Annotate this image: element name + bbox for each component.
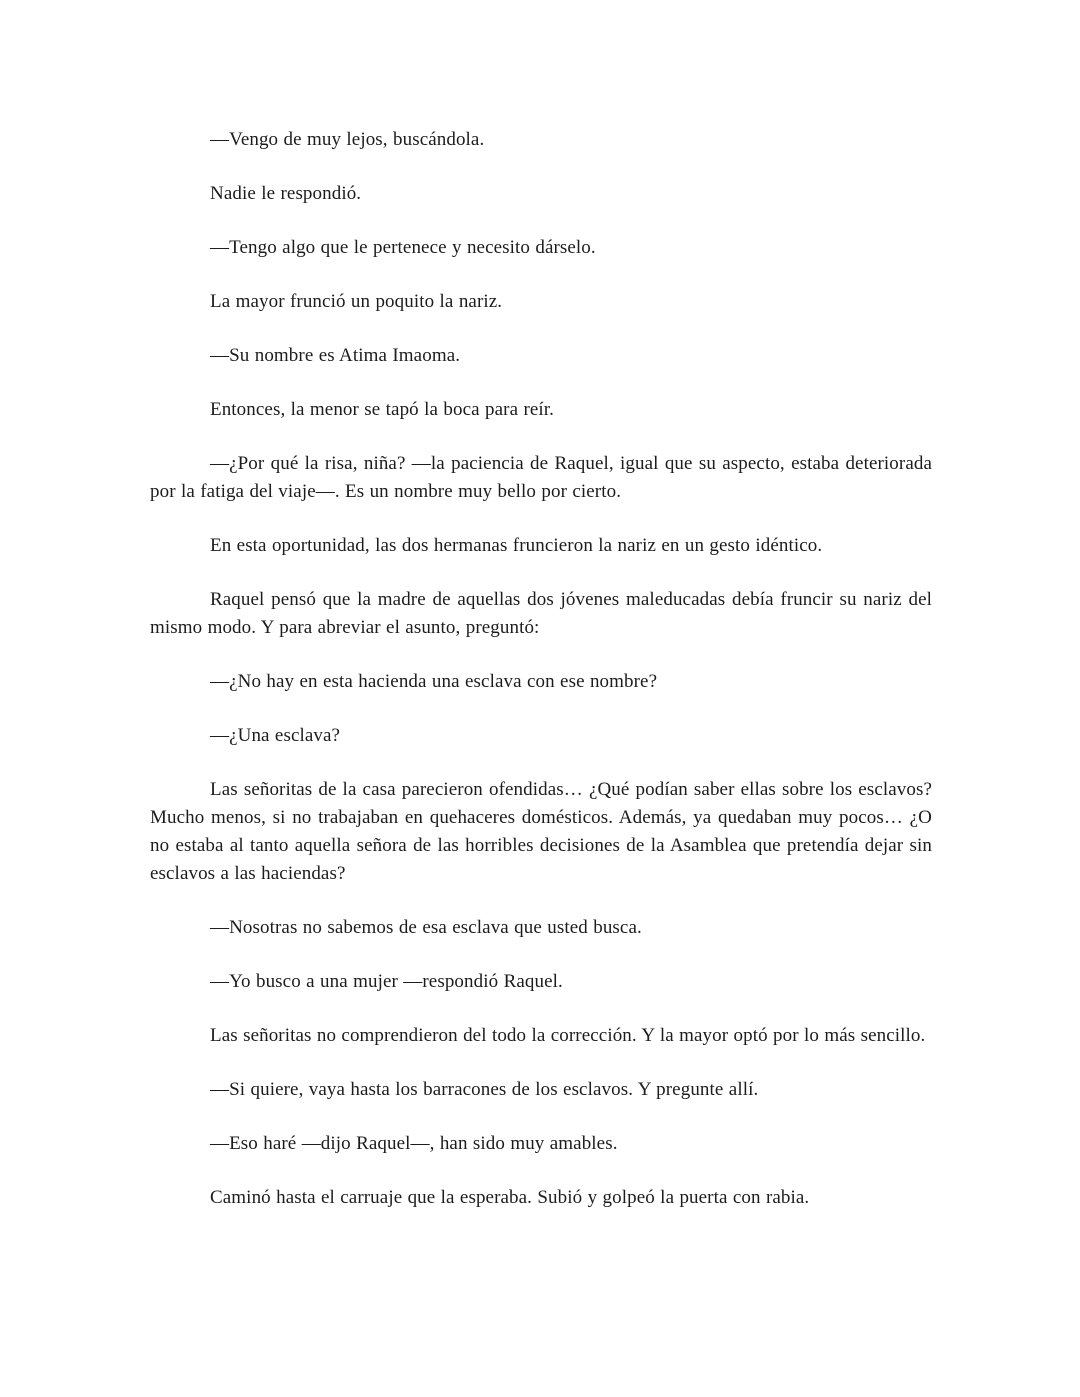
paragraph: Entonces, la menor se tapó la boca para reír.: [210, 399, 555, 420]
paragraph: —Vengo de muy lejos, buscándola.: [210, 129, 485, 150]
paragraph: —Eso haré —dijo Raquel—, han sido muy amables.: [210, 1133, 618, 1154]
paragraph: —¿Por qué la risa, niña? —la paciencia de Raquel, igual que su aspecto, estaba deteriorada por la fatiga del viaje—. Es un nombre muy bello por cierto.: [150, 453, 932, 502]
paragraph: —Su nombre es Atima Imaoma.: [210, 345, 461, 366]
paragraph: Raquel pensó que la madre de aquellas dos jóvenes maleducadas debía fruncir su nariz del mismo modo. Y para abreviar el asunto, preguntó:: [150, 589, 932, 638]
paragraph: Caminó hasta el carruaje que la esperaba. Subió y golpeó la puerta con rabia.: [210, 1187, 810, 1208]
paragraph: —Nosotras no sabemos de esa esclava que usted busca.: [210, 917, 642, 938]
paragraph: Las señoritas de la casa parecieron ofendidas… ¿Qué podían saber ellas sobre los esclavos? Mucho menos, si no trabajaban en quehaceres domésticos. Además, ya quedaban muy pocos… ¿O no estaba al tanto aquella señora de las horribles decisiones de la Asamblea que pretendía dejar sin esclavos a las haciendas?: [150, 779, 932, 884]
paragraph: —Si quiere, vaya hasta los barracones de los esclavos. Y pregunte allí.: [210, 1079, 759, 1100]
paragraph: En esta oportunidad, las dos hermanas fruncieron la nariz en un gesto idéntico.: [210, 535, 823, 556]
paragraph: Nadie le respondió.: [210, 183, 362, 204]
paragraph: Las señoritas no comprendieron del todo la corrección. Y la mayor optó por lo más sencillo.: [210, 1025, 926, 1046]
paragraph: —Tengo algo que le pertenece y necesito dárselo.: [210, 237, 596, 258]
paragraph: —Yo busco a una mujer —respondió Raquel.: [210, 971, 563, 992]
paragraph: La mayor frunció un poquito la nariz.: [210, 291, 503, 312]
paragraph: —¿No hay en esta hacienda una esclava con ese nombre?: [210, 671, 658, 692]
paragraph: —¿Una esclava?: [210, 725, 341, 746]
book-text-content: [150, 126, 932, 1212]
